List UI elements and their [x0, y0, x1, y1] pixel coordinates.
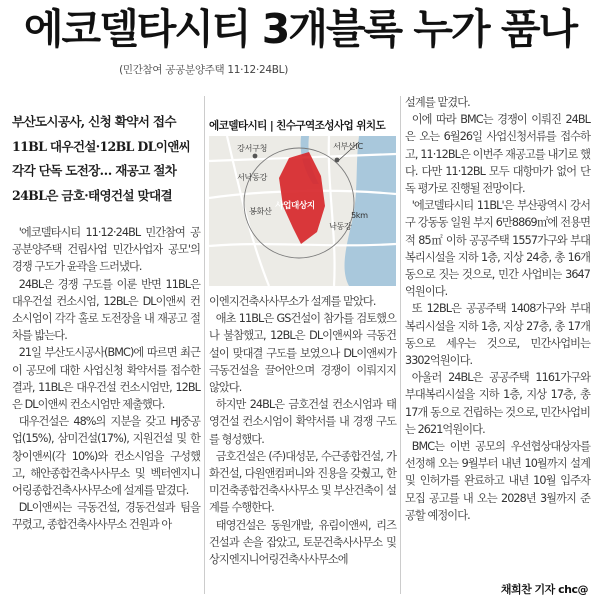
label-seobusan: 서부산IC: [333, 141, 363, 151]
paragraph: 아울러 24BL은 공공주택 1161가구와 부대복리시설을 지하 1층, 지상 17층, 총 17개 동으로 건립하는 것으로, 민간사업비는 2621억원이다.: [405, 371, 590, 436]
gangseo-marker: [253, 154, 258, 159]
byline: 채희찬 기자 chc@: [500, 583, 588, 596]
deck-line: 부산도시공사, 신청 확약서 접수: [12, 114, 176, 129]
paragraph: DL이앤씨는 극동건설, 경동건설과 팀을 꾸렸고, 종합건축사사무소 건원과 아: [12, 501, 200, 532]
label-seonakdong: 서낙동강: [237, 172, 268, 182]
label-bonghwa: 봉화산: [249, 206, 272, 216]
paragraph: '에코델타시티 11·12·24BL 민간참여 공공분양주택 건립사업 민간사업자 공모'의 경쟁 구도가 윤곽을 드러냈다.: [12, 226, 200, 274]
map-title-left: 에코델타시티: [209, 120, 267, 132]
deck-line: 24BL은 금호·태영건설 맞대결: [12, 187, 172, 203]
paragraph: 대우건설은 48%의 지분을 갖고 HJ중공업(15%), 삼미건설(17%), 지원건설 및 한창이앤씨(각 10%)와 컨소시엄을 구성했고, 해안종합건축사사무소 및 벡터엔지니어링종합건축사사무소에 설계를 맡겼다.: [12, 415, 200, 498]
column-1: [12, 100, 200, 208]
paragraph: 금호건설은 (주)대성문, 수근종합건설, 가화건설, 다원앤컴퍼니와 진용을 갖췄고, 한미건축종합건축사사무소 및 부산건축이 설계를 수행한다.: [209, 449, 396, 515]
location-map: [209, 136, 396, 286]
column-2-body: [209, 293, 396, 568]
seobusan-marker: [335, 158, 340, 163]
map-title-right: 친수구역조성사업 위치도: [276, 120, 386, 132]
subtitle: (민간참여 공공분양주택 11·12·24BL): [119, 64, 288, 76]
column-1-body: [12, 224, 200, 534]
paragraph: 21일 부산도시공사(BMC)에 따르면 최근 이 공모에 대한 사업신청 확약서를 접수한 결과, 11BL은 대우건설 컨소시엄만, 12BL은 DL이앤씨 컨소시엄만 제출했다.: [12, 346, 200, 412]
label-gangseo: 강서구청: [237, 143, 268, 153]
deck-line: 각각 단독 도전장… 재공고 절차: [12, 163, 177, 178]
paragraph: BMC는 이번 공모의 우선협상대상자를 선정해 오는 9월부터 내년 10월까지 설계 및 인허가를 완료하고 내년 10월 입주자 모집 공고를 내 오는 2028년 3월까지 준공할 예정이다.: [405, 440, 590, 522]
paragraph: 24BL은 경쟁 구도를 이룬 반면 11BL은 대우건설 컨소시엄, 12BL은 DL이앤씨 컨소시엄이 각각 홀로 도전장을 내 재공고 절차를 밟는다.: [12, 277, 200, 343]
label-nakdong: 낙동강: [329, 221, 352, 231]
map-title: [209, 118, 396, 133]
paragraph: 또 12BL은 공공주택 1408가구와 부대복리시설을 지하 1층, 지상 27층, 총 17개 동으로 세우는 것으로, 민간사업비는 3302억원이다.: [405, 302, 590, 368]
paragraph: 애초 11BL은 GS건설이 참가를 검토했으나 불참했고, 12BL은 DL이앤씨와 극동건설이 맞대결 구도를 보였으나 DL이앤씨가 극동건설을 끌어안으며 경쟁이 이뤄지지 않았다.: [209, 312, 396, 395]
deck: [12, 110, 200, 208]
column-divider: [400, 96, 401, 594]
headline: 에코델타시티 3개블록 누가 품나: [23, 5, 577, 53]
paragraph: 하지만 24BL은 금호건설 컨소시엄과 태영건설 컨소시엄이 확약서를 내 경쟁 구도를 형성했다.: [209, 398, 396, 446]
map-title-separator: |: [269, 120, 274, 132]
deck-line: 11BL 대우건설·12BL DL이앤씨: [12, 138, 191, 154]
label-distance: 5km: [351, 210, 368, 220]
column-3-body: [405, 94, 590, 524]
paragraph: 설계를 맡겼다.: [405, 96, 470, 109]
paragraph: 이에 따라 BMC는 경쟁이 이뤄진 24BL은 오는 6월26일 사업신청서류를 접수하고, 11·12BL은 이번주 재공고를 내기로 했다. 다만 11·12BL 모두 대항마가 없어 단독 평가로 진행될 전망이다.: [405, 113, 590, 196]
column-divider: [204, 96, 205, 594]
paragraph: '에코델타시티 11BL'은 부산광역시 강서구 강동동 일원 부지 6만8869㎡에 전용면적 85㎡ 이하 공공주택 1557가구와 부대복리시설을 지하 1층, 지상 24층, 총 16개 동으로 짓는 것으로, 민간 사업비는 3647억원이다.: [405, 199, 590, 299]
label-project-site: 사업대상지: [275, 201, 315, 211]
paragraph: 태영건설은 동원개발, 유림이앤씨, 리즈건설과 손을 잡았고, 토문건축사사무소 및 상지엔지니어링건축사사무소에: [209, 518, 396, 567]
paragraph: 이엔지건축사사무소가 설계를 맡았다.: [209, 295, 376, 308]
